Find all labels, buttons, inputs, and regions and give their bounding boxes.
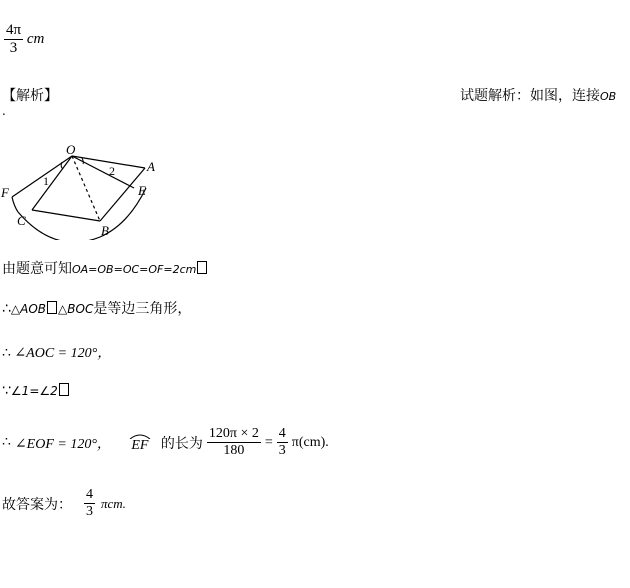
line5-frac-den: 180 xyxy=(223,443,245,459)
intro-text xyxy=(460,85,616,105)
line5-mid: 的长为 xyxy=(160,435,203,452)
label-A: A xyxy=(147,159,155,174)
final-numerator: 4 xyxy=(84,487,95,504)
line2-tri1: △AOB xyxy=(10,302,47,316)
answer-numerator: 4π xyxy=(4,22,23,40)
final-label: 故答案为： xyxy=(2,496,72,513)
line-OB-dashed xyxy=(72,156,100,221)
section-label: 【解析】 xyxy=(2,88,58,104)
placeholder-box xyxy=(47,301,57,314)
placeholder-box xyxy=(197,261,207,274)
label-O: O xyxy=(66,142,76,157)
answer-unit: cm xyxy=(26,31,45,48)
line3-expression: ∠AOC = 120°， xyxy=(14,346,112,361)
final-denominator: 3 xyxy=(86,504,93,520)
intro-label: 试题解析：如图，连接 xyxy=(460,88,600,104)
intro-dot: . xyxy=(2,104,6,118)
line4-because: ∵ xyxy=(2,383,11,399)
line-CB xyxy=(32,210,100,221)
solution-line-1 xyxy=(2,258,208,278)
line1-text: 由题意可知 xyxy=(2,261,72,277)
final-tail: πcm. xyxy=(101,495,126,511)
intro-var: OB xyxy=(600,90,617,103)
line5-frac2-den: 3 xyxy=(278,443,286,459)
line5-fraction xyxy=(207,426,261,459)
solution-line-5 xyxy=(2,426,329,459)
arc-left xyxy=(12,197,18,212)
line-OF xyxy=(12,156,72,197)
line5-frac-num: 120π × 2 xyxy=(207,426,261,443)
arc-label: EF xyxy=(131,437,149,453)
line5-tail: π(cm). xyxy=(291,434,329,450)
arc-ef xyxy=(129,433,151,453)
line5-frac2-num: 4 xyxy=(277,426,288,443)
label-E: E xyxy=(138,183,146,198)
geometry-figure xyxy=(0,140,175,240)
final-fraction xyxy=(84,487,95,520)
label-2: 2 xyxy=(109,164,115,178)
solution-line-4 xyxy=(2,383,70,399)
solution-line-2 xyxy=(2,298,191,318)
line5-fraction-2 xyxy=(277,426,288,459)
line1-equation: OA=OB=OC=OF=2cm xyxy=(72,263,197,276)
label-B: B xyxy=(101,223,109,238)
line5-expression: ∠EOF = 120°， xyxy=(14,436,111,452)
line5-therefore: ∴ xyxy=(2,435,11,451)
line4-expression: ∠1=∠2 xyxy=(10,384,58,398)
arc-curve xyxy=(18,188,146,240)
line3-therefore: ∴ xyxy=(2,346,11,361)
line2-tri2: △BOC xyxy=(58,302,94,316)
line2-therefore: ∴ xyxy=(2,301,11,317)
answer-fraction xyxy=(4,22,44,58)
label-C: C xyxy=(17,213,26,228)
label-F: F xyxy=(1,185,9,200)
final-answer xyxy=(2,487,126,520)
placeholder-box xyxy=(59,383,69,396)
line5-equals: = xyxy=(264,434,273,450)
solution-line-3 xyxy=(2,342,111,362)
line2-text: 是等边三角形， xyxy=(93,301,192,317)
line-OC xyxy=(32,156,72,210)
answer-denominator: 3 xyxy=(9,40,18,57)
label-1: 1 xyxy=(43,174,49,188)
